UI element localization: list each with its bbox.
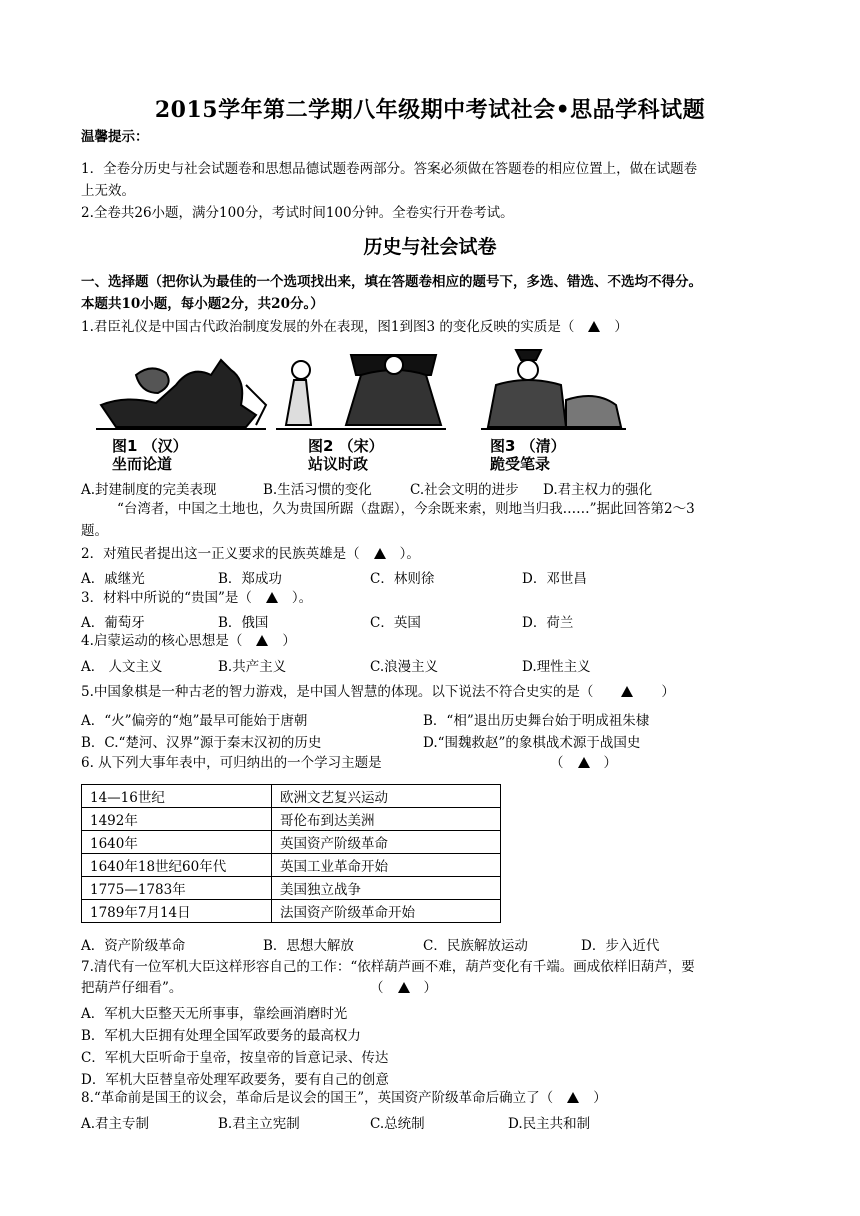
table-row [82,900,501,923]
table-row [82,831,501,854]
q8-stem-text: 8.“革命前是国王的议会，革命后是议会的国王”，英国资产阶级革命后确立了（ [81,1090,554,1106]
q6-close-paren: ） [603,755,617,771]
q7-option-b: B．军机大臣拥有处理全国军政要务的最高权力 [81,1028,361,1044]
answer-triangle-icon [374,548,386,559]
q7-stem-a: 7.清代有一位军机大臣这样形容自己的工作：“依样葫芦画不难，葫芦变化有千端。画成依样旧葫芦，要 [81,959,695,975]
q7-option-c: C．军机大臣听命于皇帝，按皇帝的旨意记录、传达 [81,1050,389,1066]
q5-option-c: B．C.“楚河、汉界”源于秦末汉初的历史 [81,735,322,751]
q6-option-c: C．民族解放运动 [423,938,528,954]
q1-figure [96,345,656,473]
table-cell-event: 美国独立战争 [272,877,501,900]
table-row [82,808,501,831]
figure3-qing-scene [481,350,626,429]
q2-option-a: A．戚继光 [81,571,145,587]
q8-option-b: B.君主立宪制 [218,1116,300,1132]
tip-1b: 上无效。 [81,183,135,199]
q6-stem-text: 6. 从下列大事年表中，可归纳出的一个学习主题是 [81,755,382,771]
table-cell-event: 英国工业革命开始 [272,854,501,877]
section-title: 历史与社会试卷 [363,236,497,258]
tips-label: 温馨提示： [81,129,149,145]
q1-stem-text: 1.君臣礼仪是中国古代政治制度发展的外在表现，图1到图3 的变化反映的实质是（ [81,319,575,335]
q4-stem [81,630,296,652]
q6-answer-slot [550,752,617,774]
q1-option-b: B.生活习惯的变化 [263,482,372,498]
answer-triangle-icon [266,592,278,603]
fig3-caption-top: 图3 （清） [490,437,566,455]
table-cell-date: 1775—1783年 [82,877,272,900]
q1-stem [81,316,628,338]
table-row [82,785,501,808]
answer-triangle-icon [567,1092,579,1103]
answer-triangle-icon [588,321,600,332]
q8-option-d: D.民主共和制 [508,1116,591,1132]
q2-option-d: D．邓世昌 [522,571,587,587]
tip-1a: 1．全卷分历史与社会试题卷和思想品德试题卷两部分。答案必须做在答题卷的相应位置上，做在试题卷 [81,161,698,177]
q4-stem-text: 4.启蒙运动的核心思想是（ [81,633,243,649]
fig1-caption-bottom: 坐而论道 [112,455,173,473]
fig2-caption-top: 图2 （宋） [308,437,384,455]
table-cell-date: 1789年7月14日 [82,900,272,923]
q2-stem [81,543,420,565]
q5-option-a: A．“火”偏旁的“炮”最早可能始于唐朝 [81,713,308,729]
q4-option-c: C.浪漫主义 [370,659,439,675]
q8-stem [81,1087,607,1109]
fig1-caption-top: 图1 （汉） [112,437,188,455]
q7-answer-slot [370,977,437,999]
q5-tail: ） [661,684,675,700]
fig2-caption-bottom: 站议时政 [308,455,369,473]
table-cell-date: 1640年 [82,831,272,854]
q4-option-a: A． 人文主义 [81,659,163,675]
table-cell-date: 14—16世纪 [82,785,272,808]
material-line-a: “台湾者，中国之土地也，久为贵国所踞（盘踞），今余既来索，则地当归我……”据此回答第2～3 [117,501,695,517]
q1-option-a: A.封建制度的完美表现 [81,482,217,498]
q4-tail: ） [282,633,296,649]
q7-option-a: A．军机大臣整天无所事事，靠绘画消磨时光 [81,1006,348,1022]
table-cell-event: 法国资产阶级革命开始 [272,900,501,923]
table-row [82,877,501,900]
q7-option-d: D．军机大臣替皇帝处理军政要务，要有自己的创意 [81,1072,389,1088]
q6-option-b: B．思想大解放 [263,938,354,954]
figure2-song-scene [276,355,446,429]
q5-option-d: D.“围魏救赵”的象棋战术源于战国史 [423,735,641,751]
material-line-b: 题。 [81,523,108,539]
answer-triangle-icon [578,757,590,768]
q4-option-d: D.理性主义 [522,659,591,675]
etiquette-figures-illustration [96,345,656,435]
q3-stem [81,587,312,609]
page-title: 2015学年第二学期八年级期中考试社会•思品学科试题 [154,97,706,123]
q3-option-d: D．荷兰 [522,615,574,631]
q6-stem [81,752,382,774]
table-cell-event: 欧洲文艺复兴运动 [272,785,501,808]
q2-stem-text: 2．对殖民者提出这一正义要求的民族英雄是（ [81,546,360,562]
q4-option-b: B.共产主义 [218,659,287,675]
figure1-han-scene [96,360,266,429]
answer-triangle-icon [256,635,268,646]
q7-stem-b: 把葫芦仔细看”。 [81,980,183,996]
q2-option-b: B．郑成功 [218,571,282,587]
q3-option-c: C．英国 [370,615,421,631]
q2-tail: ）。 [399,546,420,562]
q6-open-paren: （ [550,755,564,771]
q8-tail: ） [593,1090,607,1106]
answer-triangle-icon [398,982,410,993]
table-cell-date: 1640年18世纪60年代 [82,854,272,877]
tip-2: 2.全卷共26小题，满分100分，考试时间100分钟。全卷实行开卷考试。 [81,205,514,221]
table-cell-event: 哥伦布到达美洲 [272,808,501,831]
q8-option-a: A.君主专制 [81,1116,150,1132]
q2-option-c: C．林则徐 [370,571,435,587]
q7-close-paren: ） [423,980,437,996]
q5-stem-text: 5.中国象棋是一种古老的智力游戏，是中国人智慧的体现。以下说法不符合史实的是（ [81,684,594,700]
q1-option-c: C.社会文明的进步 [410,482,519,498]
events-timeline-table [81,784,501,923]
q6-option-a: A．资产阶级革命 [81,938,186,954]
q1-option-d: D.君主权力的强化 [543,482,653,498]
table-row [82,854,501,877]
q5-option-b: B．“相”退出历史舞台始于明成祖朱棣 [423,713,650,729]
section-instruction-a: 一、选择题（把你认为最佳的一个选项找出来，填在答题卷相应的题号下，多选、错选、不选均不得分。 [81,274,702,290]
q1-close-paren: ） [614,319,628,335]
table-cell-date: 1492年 [82,808,272,831]
q3-tail: ）。 [291,590,313,606]
q8-option-c: C.总统制 [370,1116,425,1132]
table-cell-event: 英国资产阶级革命 [272,831,501,854]
section-instruction-b: 本题共10小题，每小题2分，共20分。） [81,296,324,312]
q7-open-paren: （ [370,980,384,996]
answer-triangle-icon [621,686,633,697]
q3-option-b: B．俄国 [218,615,269,631]
fig3-caption-bottom: 跪受笔录 [490,455,551,473]
q6-option-d: D．步入近代 [581,938,660,954]
q3-option-a: A．葡萄牙 [81,615,145,631]
q5-stem [81,681,675,703]
q3-stem-text: 3．材料中所说的“贵国”是（ [81,590,252,606]
